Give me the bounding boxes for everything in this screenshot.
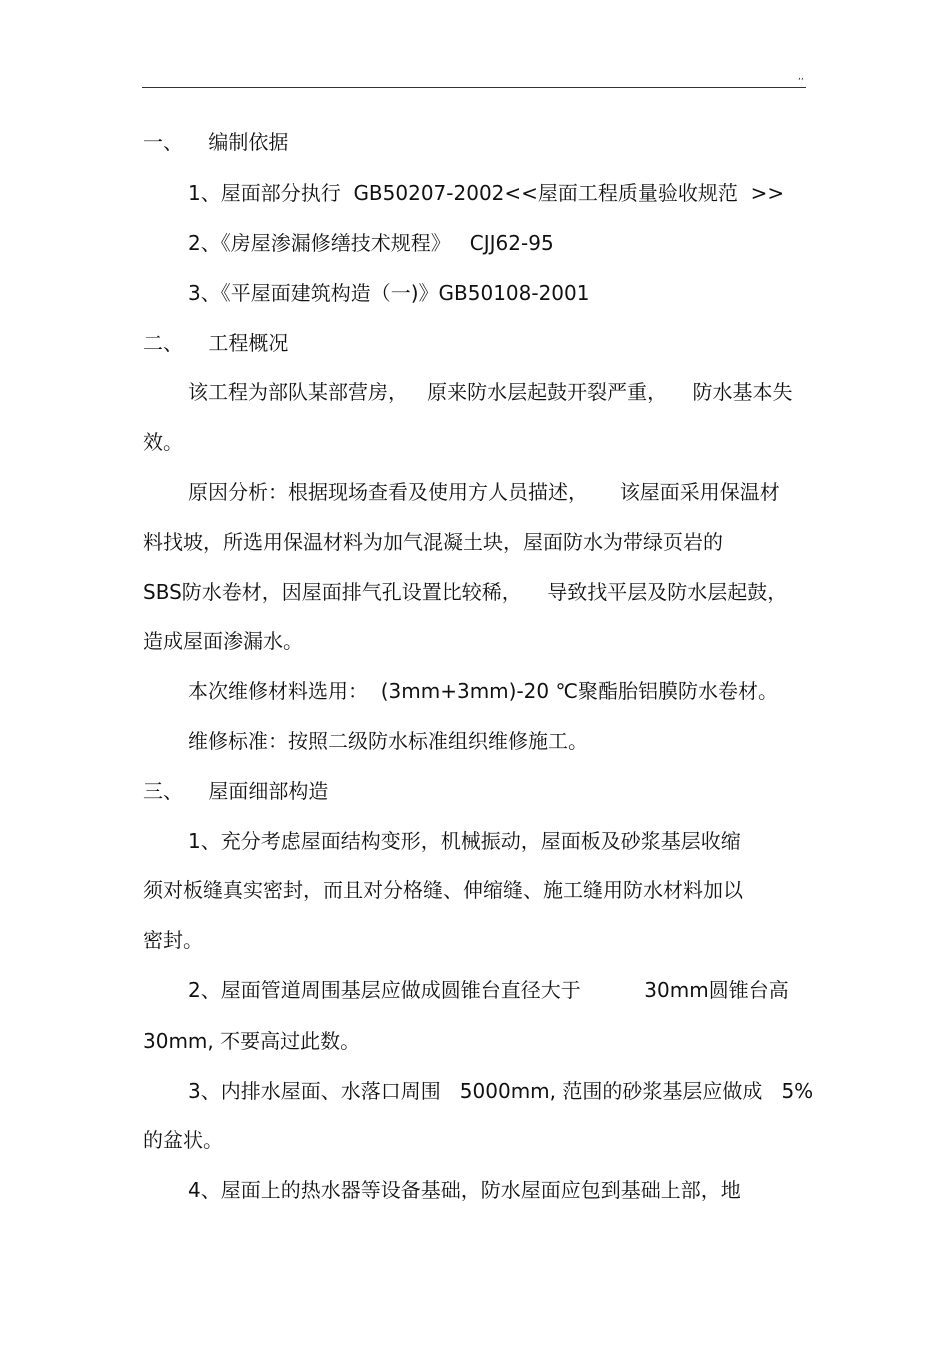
standard-line: 维修标准：按照二级防水标准组织维修施工。 (188, 729, 588, 753)
cause-line-2: 料找坡，所选用保温材料为加气混凝土块，屋面防水为带绿页岩的 (143, 530, 723, 554)
detail-2-line-2: 30mm, 不要高过此数。 (143, 1029, 361, 1053)
detail-2-line-1: 2、屋面管道周围基层应做成圆锥台直径大于 30mm圆锥台高 (188, 978, 789, 1002)
overview-line-1: 该工程为部队某部营房， 原来防水层起鼓开裂严重， 防水基本失 (188, 380, 793, 404)
basis-item-3: 3、《平屋面建筑构造（一)》GB50108-2001 (188, 281, 590, 305)
section-heading-2: 二、 工程概况 (143, 331, 289, 355)
detail-1-line-2: 须对板缝真实密封，而且对分格缝、伸缩缝、施工缝用防水材料加以 (143, 878, 743, 902)
header-rule (142, 87, 806, 88)
cause-line-3: SBS防水卷材，因屋面排气孔设置比较稀， 导致找平层及防水层起鼓， (143, 580, 788, 604)
section-heading-3: 三、 屋面细部构造 (143, 779, 329, 803)
basis-item-2: 2、《房屋渗漏修缮技术规程》 CJJ62-95 (188, 231, 554, 255)
detail-3-line-1: 3、内排水屋面、水落口周围 5000mm, 范围的砂浆基层应做成 5% (188, 1079, 814, 1103)
detail-1-line-3: 密封。 (143, 928, 203, 952)
material-line: 本次维修材料选用： (3mm+3mm)-20 ℃聚酯胎铝膜防水卷材。 (188, 679, 778, 703)
section-heading-1: 一、 编制依据 (143, 130, 289, 154)
cause-line-1: 原因分析：根据现场查看及使用方人员描述， 该屋面采用保温材 (188, 480, 780, 504)
detail-3-line-2: 的盆状。 (143, 1128, 223, 1152)
basis-item-1: 1、屋面部分执行 GB50207-2002<<屋面工程质量验收规范 >> (188, 181, 785, 205)
overview-line-2: 效。 (143, 430, 183, 454)
cause-line-4: 造成屋面渗漏水。 (143, 629, 303, 653)
detail-1-line-1: 1、充分考虑屋面结构变形，机械振动，屋面板及砂浆基层收缩 (188, 829, 741, 853)
header-mark: ,, (798, 72, 804, 82)
detail-4-line-1: 4、屋面上的热水器等设备基础，防水屋面应包到基础上部，地 (188, 1178, 741, 1202)
